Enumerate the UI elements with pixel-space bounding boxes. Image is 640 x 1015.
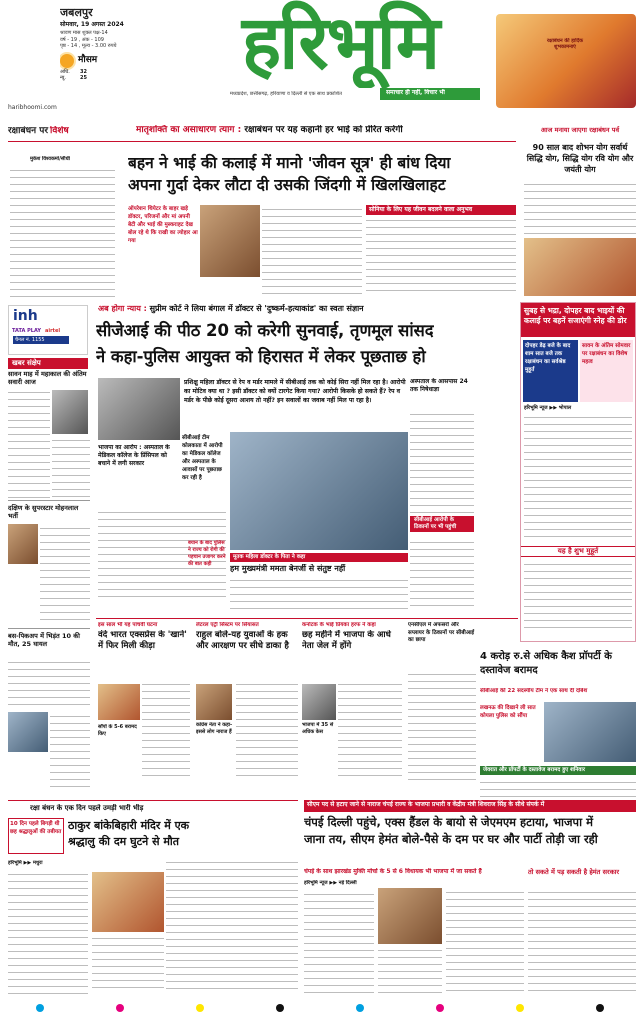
- special-headline: [128, 152, 518, 200]
- special-body: [10, 166, 115, 298]
- special-photo: [200, 205, 260, 277]
- weather-sun-icon: [60, 54, 74, 68]
- special-headline-line1: बहन ने भाई की कलाई में मानो 'जीवन सूत्र' ही बांध दिया: [128, 154, 451, 172]
- bottom-right-kicker: सीएम पद से हटाए जाने से नाराज चंपई राज्य के भाजपा प्रभारी व केंद्रीय मंत्री शिवराज सिंह के सीधे संपर्क में: [304, 800, 636, 812]
- lead-quote-left: भाजपा का आरोप : अस्पताल के मेडिकल कॉलेज के प्रिंसिपल को बचाने में लगी सरकार: [98, 444, 170, 467]
- brief-item-body: [8, 388, 50, 498]
- raksha-heading: सुबह से भद्रा, दोपहर बाद भाइयों की कलाई पर बहनें सजाएंगी स्नेह की डोर: [521, 303, 635, 337]
- lead-photo-caption: मूतक महिला डॉक्टर के पिता ने कहा: [230, 553, 408, 562]
- special-label-text: रक्षाबंधन पर: [8, 126, 49, 136]
- masthead-meta: पृष्ठ - 14 , मूल्य - 3.00 रुपये: [60, 42, 117, 49]
- lead-quote-mid: सीबीआई टीम कोलकाता में आरोपी का मेडिकल कॉलेज और अस्पताल के आवासों पर पूछताछ कर रही है: [182, 435, 223, 481]
- special-kicker-red: मातृशक्ति का असाधारण त्याग :: [136, 125, 242, 135]
- greeting-text: रक्षाबंधन की हार्दिक शुभकामनाएं: [547, 38, 583, 51]
- special-panel-body: [366, 216, 516, 296]
- brief-item-title: सावन माह में महाकाल की अंतिम सवारी आज: [8, 370, 87, 386]
- masthead-city: जबलपुर: [60, 6, 93, 19]
- story-kicker: लेटरल एंट्री सिस्टम पर सियासत: [196, 622, 259, 628]
- brief-item-title: दक्षिण के सुपरस्टार मोहनलाल भर्ती: [8, 504, 79, 520]
- masthead-logo: हरिभूमि: [241, 0, 439, 86]
- special-kicker: [136, 125, 516, 140]
- shubh-text: 90 साल बाद शोभन योग सर्वार्थ सिद्धि योग, सिद्धि योग रवि योग और जयंती योग: [526, 143, 634, 174]
- story-kicker: एनसीएल में अफसरों और सप्लायर के ठिकानों पर सीबीआई का छापा: [408, 622, 475, 643]
- airtel-logo: airtel: [45, 327, 61, 334]
- special-headline-line2: अपना गुर्दा देकर लौटा दी उसकी जिंदगी में खिलखिलाहट: [128, 176, 446, 194]
- story-kicker: सीबीआई की 22 सदस्यीय टीम ने एक साथ दी दबिश: [480, 688, 588, 694]
- news-brief-header: खबर संक्षेप: [8, 358, 88, 369]
- story-sub: जेवरात और प्रॉपर्टी के दस्तावेज बरामद हुए शनिवार: [480, 766, 636, 775]
- champai-photo: [378, 888, 442, 944]
- bottom-headline-line2: श्रद्धालु की दम घुटने से मौत: [68, 835, 180, 848]
- lead-headline-line1: सीजेआई की पीठ 20 को करेगी सुनवाई, तृणमूल सांसद: [96, 321, 434, 340]
- cji-photo: [98, 378, 180, 440]
- raksha-byline: हरिभूमि न्यूज ▶▶ भोपाल: [524, 405, 572, 411]
- bottom-kicker: रक्षा बंधन के एक दिन पहले उमड़ी भारी भीड़: [30, 804, 144, 812]
- bottom-right-byline: हरिभूमि न्यूज ▶▶ नई दिल्ली: [304, 880, 357, 886]
- story-kicker: कर्नाटक के भाई प्रियंका हरफ ने कहा: [302, 622, 376, 628]
- bottom-headline-line1: ठाकुर बांकेबिहारी मंदिर में एक: [68, 819, 190, 832]
- bottom-right-sidehead: तो सकते में पड़ सकती है हेमंत सरकार: [528, 868, 620, 876]
- mahakal-photo: [52, 390, 88, 434]
- raksha-badge: दोपहर डेढ़ बजे के बाद शाम सात बजे तक रक्षाबंधन का सर्वश्रेष्ठ मुहूर्त: [523, 340, 578, 402]
- story-headline: राहुल बोले-यह युवाओं के हक और आरक्षण पर सीधे डाका है: [196, 630, 289, 651]
- channel-number: चैनल नं. 1155: [13, 336, 69, 344]
- bottom-right-subhead: चंपई के साथ झारखंड मुक्ति मोर्चा के 5 से 6 विधायक भी भाजपा में जा सकते हैं: [304, 868, 482, 875]
- story-kicker: इस साल भी यह पांचवीं घटना: [98, 622, 158, 628]
- inh-logo: inh: [13, 308, 38, 324]
- lead-headline-line2: ने कहा-पुलिस आयुक्त को हिरासत में लेकर पूछताछ हो: [96, 347, 426, 366]
- special-kicker-rest: रक्षाबंधन पर यह कहानी हर भाई को प्रेरित करेगी: [244, 125, 403, 135]
- inh-ad[interactable]: [8, 305, 88, 355]
- temp-max-label: अधि.: [60, 69, 70, 75]
- cbi-photo: [544, 702, 636, 762]
- temp-min-label: न्यू.: [60, 75, 66, 82]
- lead-kicker-text: सुप्रीम कोर्ट ने लिया बंगाल में डॉक्टर से 'दुष्कर्म-हत्याकांड' का स्वतः संज्ञान: [149, 304, 364, 313]
- lead-caption-body: [230, 576, 408, 614]
- website-url[interactable]: haribhoomi.com: [8, 104, 57, 111]
- masthead-tagline: मध्यप्रदेश, छत्तीसगढ़, हरियाणा व दिल्ली से एक साथ प्रकाशित: [230, 91, 342, 97]
- registration-bar: [0, 1000, 640, 1015]
- bottom-side-note: 10 दिन पहले बिगड़ी थी छह श्रद्धालुओं की तबीयत: [8, 818, 64, 854]
- raksha-subheading: यह है शुभ मुहूर्त: [521, 546, 635, 557]
- lead-rail-title: अस्पताल के आसपास 24 तक निषेधाज्ञा: [410, 378, 468, 393]
- temp-min-value: 25: [80, 75, 87, 82]
- lead-kicker: [98, 304, 518, 316]
- food-photo: [98, 684, 140, 720]
- story-box: कांग्रेस नेता ने कहा-इससे लोग नाराज हैं: [196, 722, 233, 735]
- masthead: [0, 0, 640, 118]
- brief-item-title: बस-पिकअप में भिड़ंत 10 की मौत, 25 घायल: [8, 632, 80, 648]
- shubh-body: [524, 180, 636, 236]
- lead-standfirst: प्रशिक्षु महिला डॉक्टर से रेप व मर्डर मामले में सीबीआई तक को कोई सिरा नहीं मिल रहा है। आरोपी का मोटिव क्या था ? इसी डॉक्टर को क्यों टारगेट किया गया? आरोपी किसके हो सकते हैं? रेप व मर्डर के पीछे कोई दूसरा आशय तो नहीं? इन सवालों का जवाब नहीं मिल पा रहा है।: [184, 379, 406, 404]
- lead-rail-body: [410, 410, 474, 514]
- special-quote: ऑपरेशन थियेटर के बाहर खड़े डॉक्टर, परिजनों और मां अपनी बेटी और भाई की मुस्कराहट देख बोल रहे थे कि राखी का त्योहार आ गया: [128, 206, 198, 244]
- mohanlal-photo: [8, 524, 38, 564]
- bottom-byline: हरिभूमि ▶▶ मथुरा: [8, 860, 43, 866]
- temp-max-value: 32: [80, 69, 87, 75]
- weather-label: मौसम: [78, 55, 98, 66]
- rahul-photo: [196, 684, 232, 720]
- story-headline: छह महीने में भाजपा के आधे नेता जेल में होंगे: [302, 630, 391, 651]
- masthead-meta: श्रावण मास शुक्ल पक्ष-14: [60, 30, 108, 37]
- festival-photo: [496, 14, 636, 108]
- bottom-right-headline: [304, 814, 638, 866]
- accident-photo: [8, 712, 48, 752]
- story-box: साँपों के 5-6 बरामद किए: [98, 724, 137, 737]
- special-body2: [262, 205, 362, 295]
- rakhi-photo: [524, 238, 636, 296]
- bottom-right-headline-line2: जाना तय, सीएम हेमंत बोले-पैसे के दम पर घर और पार्टी तोड़ी जा रही: [304, 832, 598, 846]
- story-headline: वंदे भारत एक्सप्रेस के 'खाने' में फिर मिली कीड़ा: [98, 630, 187, 651]
- lead-kicker-red: अब होगा न्याय :: [98, 304, 147, 313]
- lead-rail-title: सीबीआई आरोपी के ठिकानों पर भी पहुंची: [410, 516, 474, 532]
- lead-headline: [96, 318, 520, 374]
- masthead-meta: वर्ष - 19 , अंक - 109: [60, 36, 104, 43]
- tataplay-logo: TATA PLAY: [12, 327, 41, 334]
- lead-box-quote: बयान के बाद पुलिस ने राज्य को रोगी की पहचान उजागर करने की बात कही: [188, 540, 226, 567]
- story-quote: लखनऊ की दिखाने ली सात कोयला पुलिस को सौंपा: [480, 705, 536, 719]
- bottom-headline: [68, 818, 298, 854]
- lead-photo-caption2: हम मुख्यमंत्री ममता बेनर्जी से संतुष्ट नहीं: [230, 564, 346, 573]
- temple-photo: [92, 872, 164, 932]
- shubh-heading: आज मनाया जाएगा रक्षाबंधन पर्व: [540, 126, 620, 134]
- special-panel-title: सोनिया के लिए यह जीवन बदलने वाला अनुभव: [366, 205, 516, 215]
- protest-photo: [230, 432, 408, 550]
- raksha-box: [520, 302, 636, 642]
- story-box: भाजपा में 35 से अधिक केस: [302, 722, 334, 735]
- priyank-photo: [302, 684, 336, 720]
- masthead-slogan: समाचार ही नहीं, विचार भी: [386, 89, 445, 96]
- raksha-badge: सावन के अंतिम सोमवार पर रक्षाबंधन का विशेष महत्व: [580, 340, 633, 402]
- masthead-date: सोमवार, 19 अगस्त 2024: [60, 20, 124, 28]
- special-byline: मुकेश विश्वकर्मा/सीधी: [30, 156, 70, 162]
- story-headline: 4 करोड़ रु.से अधिक कैश प्रॉपर्टी के दस्तावेज बरामद: [480, 651, 612, 676]
- bottom-right-headline-line1: चंपई दिल्ली पहुंचे, एक्स हैंडल के बायो से जेएमएम हटाया, भाजपा में: [304, 815, 593, 829]
- special-label: [8, 126, 128, 140]
- special-label-bold: विशेष: [49, 126, 69, 136]
